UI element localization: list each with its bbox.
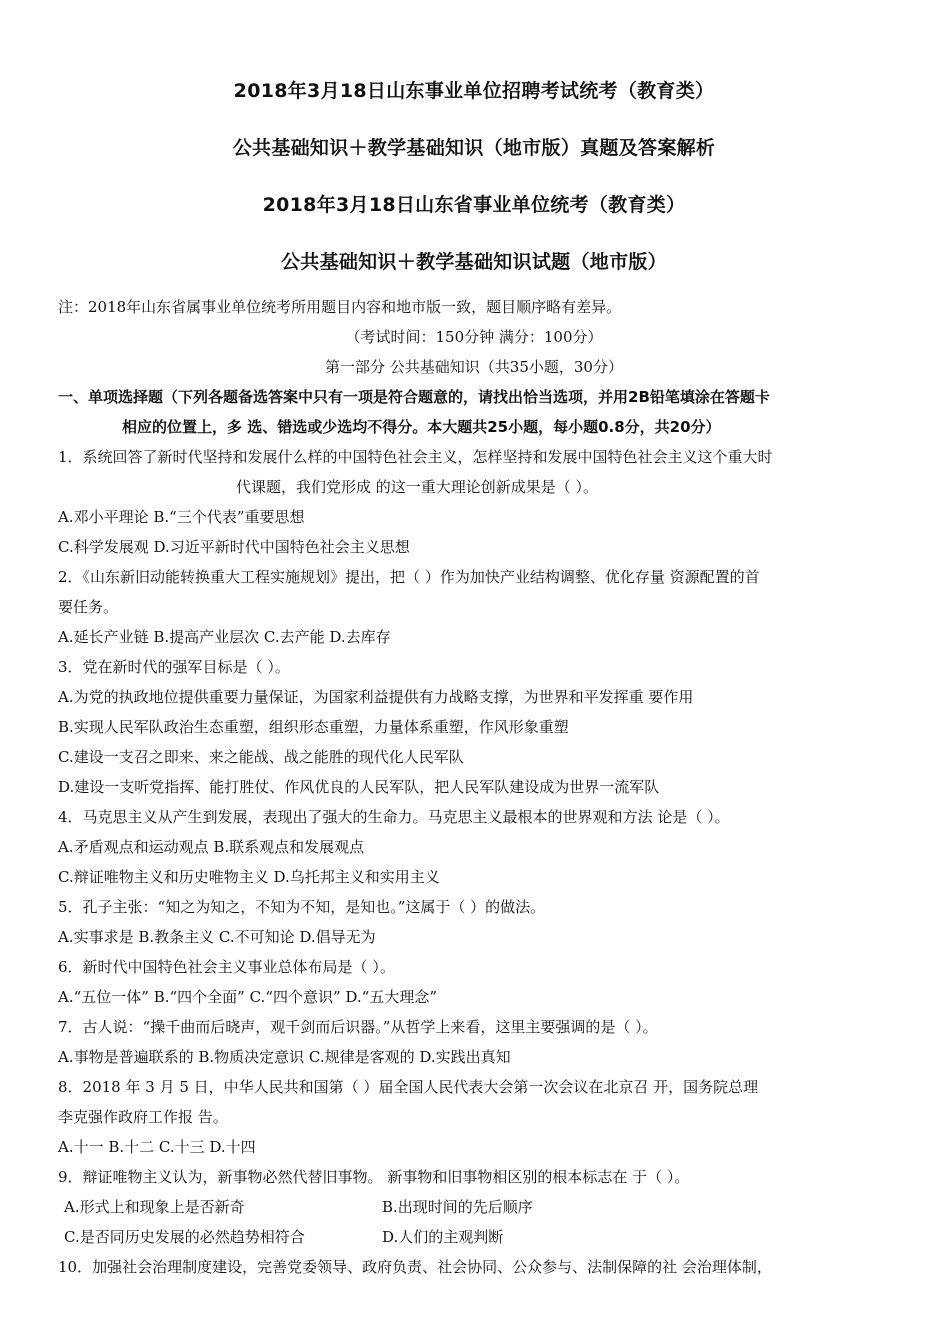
- exam-info: （考试时间：150分钟 满分：100分）: [345, 328, 603, 346]
- question-3: 3．党在新时代的强军目标是（ ）。: [58, 658, 290, 676]
- question-9-options-row-1: [58, 1192, 890, 1222]
- note-text: 注：2018年山东省属事业单位统考所用题目内容和地市版一致，题目顺序略有差异。: [58, 298, 622, 316]
- question-1-options-1: A.邓小平理论 B.“三个代表”重要思想: [58, 508, 305, 526]
- question-10-line-1: 10．加强社会治理制度建设，完善党委领导、政府负责、社会协同、公众参与、法制保障的社 会治理体制，: [58, 1258, 772, 1276]
- question-5: 5．孔子主张：“知之为知之，不知为不知，是知也。”这属于（ ）的做法。: [58, 898, 546, 916]
- question-3-option-d: D.建设一支听党指挥、能打胜仗、作风优良的人民军队，把人民军队建设成为世界一流军队: [58, 778, 660, 796]
- question-5-options: A.实事求是 B.教条主义 C.不可知论 D.倡导无为: [58, 928, 376, 946]
- question-8-line-2: 李克强作政府工作报 告。: [58, 1108, 228, 1126]
- question-1-options-2: C.科学发展观 D.习近平新时代中国特色社会主义思想: [58, 538, 410, 556]
- question-8-line-1: 8．2018 年 3 月 5 日，中华人民共和国第（ ）届全国人民代表大会第一次会议在北京召 开，国务院总理: [58, 1078, 759, 1096]
- question-9-options-row-2: [58, 1222, 890, 1252]
- question-2-line-2: 要任务。: [58, 598, 119, 616]
- doc-title-1: 2018年3月18日山东事业单位招聘考试统考（教育类）: [233, 80, 715, 102]
- question-1-line-2: 代课题，我们党形成 的这一重大理论创新成果是（ ）。: [236, 478, 599, 496]
- question-2-line-1: 2．《山东新旧动能转换重大工程实施规划》提出，把（ ）作为加快产业结构调整、优化存量 资源配置的首: [58, 568, 760, 586]
- doc-title-3: 2018年3月18日山东省事业单位统考（教育类）: [262, 194, 686, 216]
- question-8-options: A.十一 B.十二 C.十三 D.十四: [58, 1138, 256, 1156]
- question-3-option-a: A.为党的执政地位提供重要力量保证，为国家利益提供有力战略支撑，为世界和平发挥重 要作用: [58, 688, 694, 706]
- question-3-option-c: C.建设一支召之即来、来之能战、战之能胜的现代化人民军队: [58, 748, 464, 766]
- question-9-option-b: B.出现时间的先后顺序: [382, 1198, 533, 1216]
- question-3-option-b: B.实现人民军队政治生态重塑，组织形态重塑，力量体系重塑，作风形象重塑: [58, 718, 569, 736]
- question-2-options: A.延长产业链 B.提高产业层次 C.去产能 D.去库存: [58, 628, 391, 646]
- section-heading-line-1: 一、单项选择题（下列各题备选答案中只有一项是符合题意的，请找出恰当选项，并用2B铅笔填涂在答题卡: [58, 388, 770, 406]
- question-4: 4．马克思主义从产生到发展，表现出了强大的生命力。马克思主义最根本的世界观和方法 论是（ ）。: [58, 808, 730, 826]
- question-9-option-d: D.人们的主观判断: [382, 1228, 504, 1246]
- section-heading-line-2: 相应的位置上，多 选、错选或少选均不得分。本大题共25小题，每小题0.8分，共20分）: [122, 418, 721, 436]
- question-7-options: A.事物是普遍联系的 B.物质决定意识 C.规律是客观的 D.实践出真知: [58, 1048, 511, 1066]
- question-6: 6．新时代中国特色社会主义事业总体布局是（ ）。: [58, 958, 395, 976]
- question-6-options: A.“五位一体” B.“四个全面” C.“四个意识” D.“五大理念”: [58, 988, 438, 1006]
- question-4-options-1: A.矛盾观点和运动观点 B.联系观点和发展观点: [58, 838, 365, 856]
- question-9-option-c: C.是否同历史发展的必然趋势相符合: [64, 1228, 305, 1246]
- question-9-option-a: A.形式上和现象上是否新奇: [64, 1198, 245, 1216]
- part-title: 第一部分 公共基础知识（共35小题，30分）: [325, 358, 623, 376]
- doc-title-4: 公共基础知识＋教学基础知识试题（地市版）: [280, 251, 667, 273]
- question-7: 7．古人说：“操千曲而后晓声，观千剑而后识器。”从哲学上来看，这里主要强调的是（ ）。: [58, 1018, 658, 1036]
- question-9: 9．辩证唯物主义认为，新事物必然代替旧事物。 新事物和旧事物相区别的根本标志在 于（ ）。: [58, 1168, 690, 1186]
- question-4-options-2: C.辩证唯物主义和历史唯物主义 D.乌托邦主义和实用主义: [58, 868, 440, 886]
- question-1-line-1: 1．系统回答了新时代坚持和发展什么样的中国特色社会主义，怎样坚持和发展中国特色社会主义这个重大时: [58, 448, 773, 466]
- doc-title-2: 公共基础知识＋教学基础知识（地市版）真题及答案解析: [232, 137, 716, 159]
